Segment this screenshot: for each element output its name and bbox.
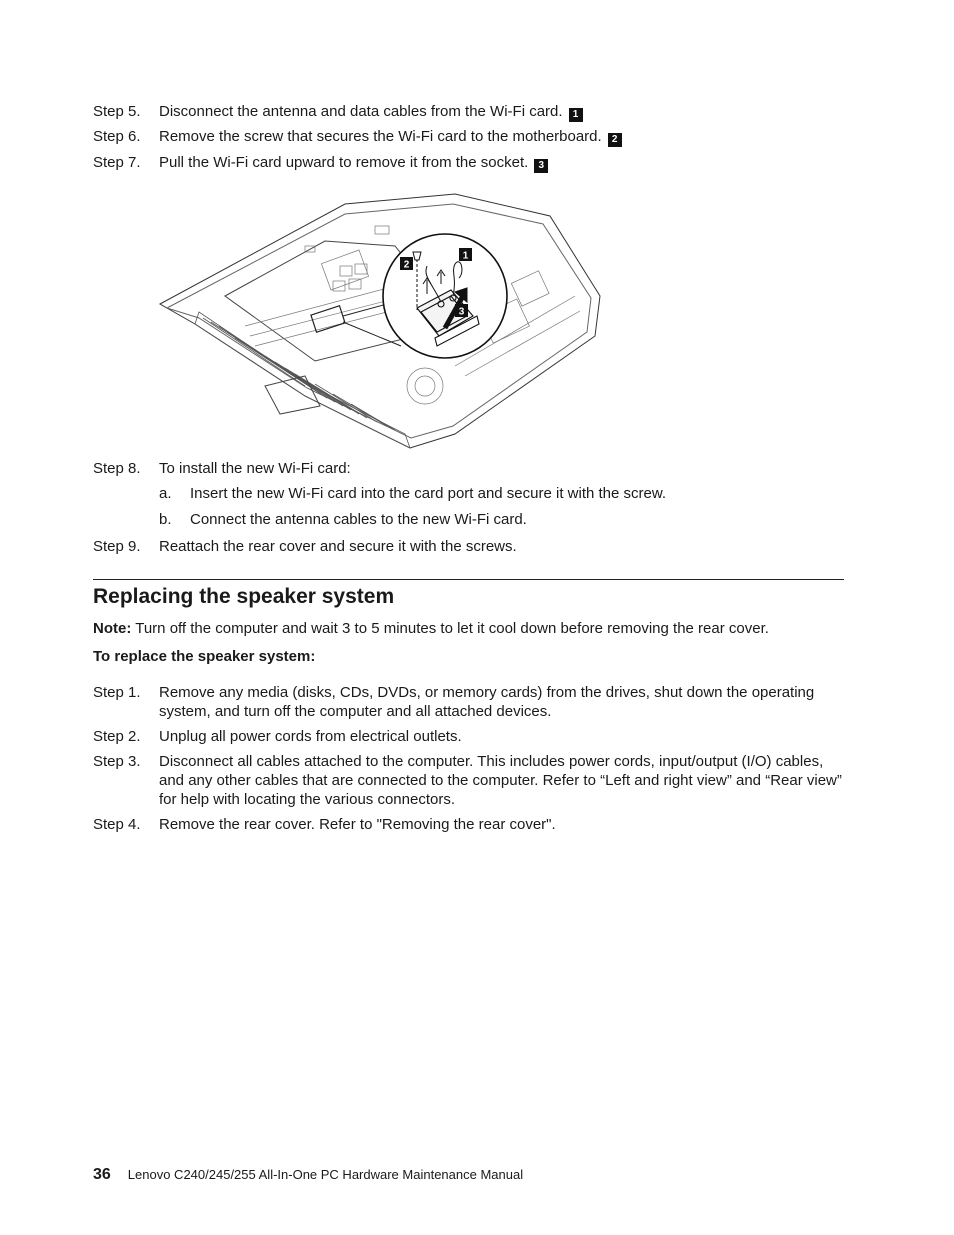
section-divider [93, 579, 844, 580]
step-text: To install the new Wi-Fi card: [159, 460, 351, 477]
note [93, 619, 769, 638]
sub-step-text: Connect the antenna cables to the new Wi-Fi card. [190, 511, 527, 528]
sub-step-text: Insert the new Wi-Fi card into the card port and secure it with the screw. [190, 485, 667, 502]
sub-step-label: a. [159, 485, 172, 502]
section-title: Replacing the speaker system [93, 585, 395, 608]
wifi-card-removal-illustration [155, 186, 615, 452]
procedure-title: To replace the speaker system: [93, 648, 316, 665]
callout-text: 1 [462, 250, 469, 262]
step-label: Step 7. [93, 154, 141, 171]
step-label: Step 6. [93, 128, 141, 145]
page-number: 36 [93, 1166, 111, 1183]
figure-callout-3 [455, 304, 468, 318]
step-text: Remove the rear cover. Refer to "Removing the rear cover". [159, 816, 556, 833]
step-text: Disconnect all cables attached to the computer. This includes power cords, input/output (I/O) cables, and any other cables that are connected to the computer. Refer to “Left and right view” and “Rear view” for help with locating the various connectors. [159, 753, 842, 808]
manual-title: Lenovo C240/245/255 All-In-One PC Hardware Maintenance Manual [127, 1167, 524, 1182]
note-text: Turn off the computer and wait 3 to 5 minutes to let it cool down before removing the rear cover. [135, 620, 769, 637]
callout-badge: 3 [534, 159, 548, 173]
sub-step-label: b. [159, 511, 172, 528]
step-label: Step 2. [93, 728, 141, 745]
step-text: Unplug all power cords from electrical outlets. [159, 728, 462, 745]
figure-callout-2 [400, 257, 413, 271]
step-label: Step 9. [93, 538, 141, 555]
step-text: Disconnect the antenna and data cables from the Wi-Fi card. 1 [159, 102, 845, 122]
step-label: Step 4. [93, 816, 141, 833]
page-footer [93, 1165, 523, 1185]
step-label: Step 3. [93, 753, 141, 770]
step-label: Step 8. [93, 460, 141, 477]
note-label: Note: [93, 620, 132, 637]
callout-badge: 2 [608, 133, 622, 147]
step-text: Pull the Wi-Fi card upward to remove it from the socket. 3 [159, 153, 845, 173]
step-text: Remove the screw that secures the Wi-Fi card to the motherboard. 2 [159, 127, 845, 147]
step-label: Step 1. [93, 684, 141, 701]
step-label: Step 5. [93, 103, 141, 120]
callout-text: 2 [403, 259, 410, 271]
callout-badge: 1 [569, 108, 583, 122]
callout-text: 3 [458, 306, 465, 318]
step-text: Reattach the rear cover and secure it with the screws. [159, 538, 517, 555]
step-text: Remove any media (disks, CDs, DVDs, or memory cards) from the drives, shut down the operating system, and turn off the computer and all attached devices. [159, 684, 815, 720]
figure-callout-1 [459, 248, 472, 262]
